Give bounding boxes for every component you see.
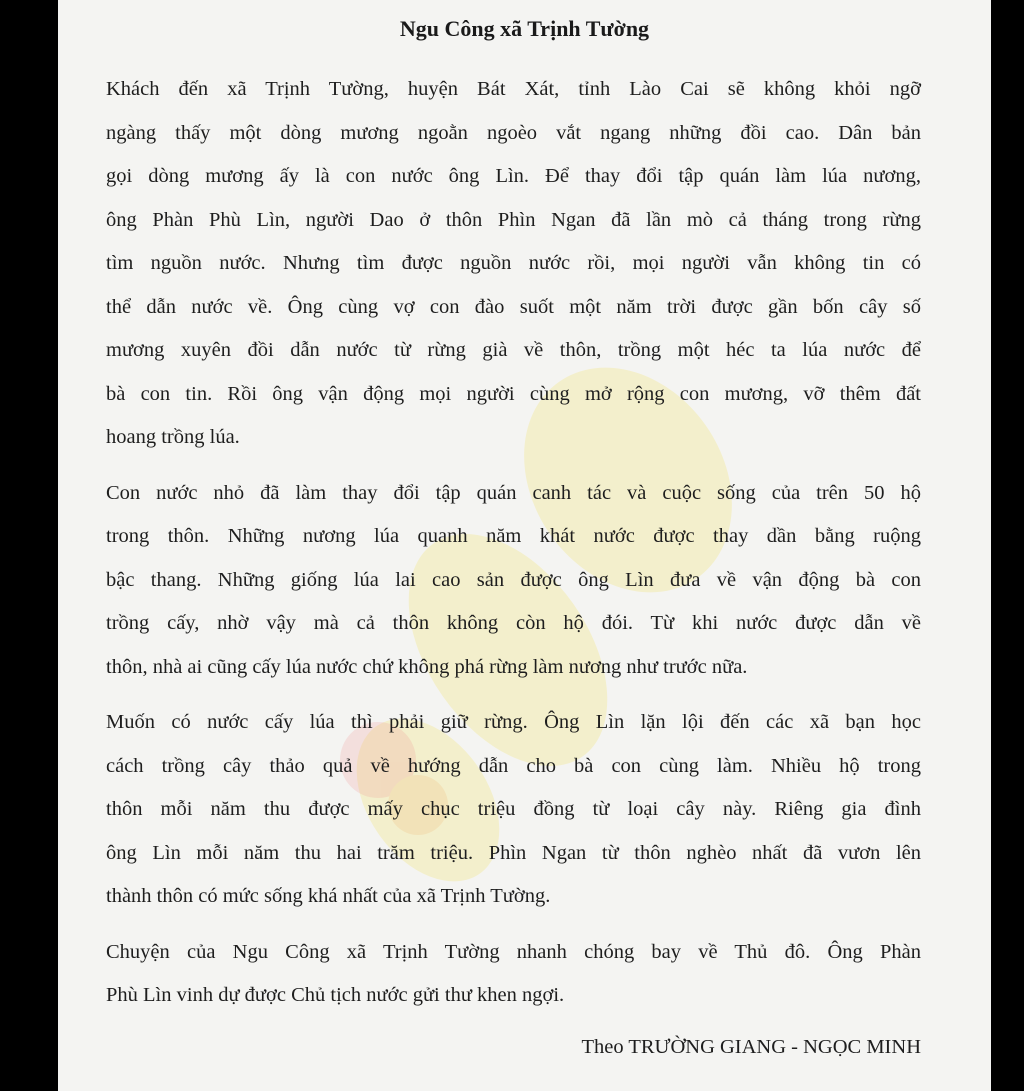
text-line: bà con tin. Rồi ông vận động mọi người cùng mở rộng con mương, vỡ thêm đất (106, 382, 921, 405)
text-line: thể dẫn nước về. Ông cùng vợ con đào suốt một năm trời được gần bốn cây số (106, 295, 921, 318)
text-line: gọi dòng mương ấy là con nước ông Lìn. Để thay đổi tập quán làm lúa nương, (106, 165, 921, 187)
paragraph-4 (106, 931, 921, 1018)
text-line: hoang trồng lúa. (106, 426, 240, 448)
text-line: Khách đến xã Trịnh Tường, huyện Bát Xát, tỉnh Lào Cai sẽ không khỏi ngỡ (106, 78, 921, 100)
text-line: ông Lìn mỗi năm thu hai trăm triệu. Phìn Ngan từ thôn nghèo nhất đã vươn lên (106, 841, 921, 864)
text-line: ông Phàn Phù Lìn, người Dao ở thôn Phìn Ngan đã lần mò cả tháng trong rừng (106, 208, 921, 231)
document-title: Ngu Công xã Trịnh Tường (399, 16, 650, 41)
text-line: thôn mỗi năm thu được mấy chục triệu đồng từ loại cây này. Riêng gia đình (106, 798, 921, 820)
text-line: Phù Lìn vinh dự được Chủ tịch nước gửi thư khen ngợi. (106, 984, 565, 1006)
text-line: bậc thang. Những giống lúa lai cao sản được ông Lìn đưa về vận động bà con (106, 568, 921, 591)
paragraph-3 (106, 701, 921, 919)
text-line: trồng cấy, nhờ vậy mà cả thôn không còn hộ đói. Từ khi nước được dẫn về (106, 612, 921, 634)
paragraph-1 (106, 68, 921, 460)
document-page (58, 0, 991, 1091)
text-line: trong thôn. Những nương lúa quanh năm khát nước được thay dần bằng ruộng (106, 525, 921, 547)
text-line: thôn, nhà ai cũng cấy lúa nước chứ không phá rừng làm nương như trước nữa. (106, 655, 748, 678)
text-line: cách trồng cây thảo quả về hướng dẫn cho bà con cùng làm. Nhiều hộ trong (106, 754, 921, 777)
document-body (106, 68, 921, 1030)
text-line: mương xuyên đồi dẫn nước từ rừng già về thôn, trồng một héc ta lúa nước để (106, 339, 921, 361)
text-line: thành thôn có mức sống khá nhất của xã Trịnh Tường. (106, 885, 551, 907)
text-line: Muốn có nước cấy lúa thì phải giữ rừng. Ông Lìn lặn lội đến các xã bạn học (106, 711, 921, 733)
text-line: Chuyện của Ngu Công xã Trịnh Tường nhanh chóng bay về Thủ đô. Ông Phàn (106, 940, 921, 963)
text-line: Con nước nhỏ đã làm thay đổi tập quán canh tác và cuộc sống của trên 50 hộ (106, 481, 921, 504)
text-line: ngàng thấy một dòng mương ngoằn ngoèo vắt ngang những đồi cao. Dân bản (106, 121, 921, 144)
text-line: tìm nguồn nước. Nhưng tìm được nguồn nước rồi, mọi người vẫn không tin có (106, 252, 921, 274)
source-attribution: Theo TRƯỜNG GIANG - NGỌC MINH (581, 1036, 921, 1058)
paragraph-2 (106, 472, 921, 690)
